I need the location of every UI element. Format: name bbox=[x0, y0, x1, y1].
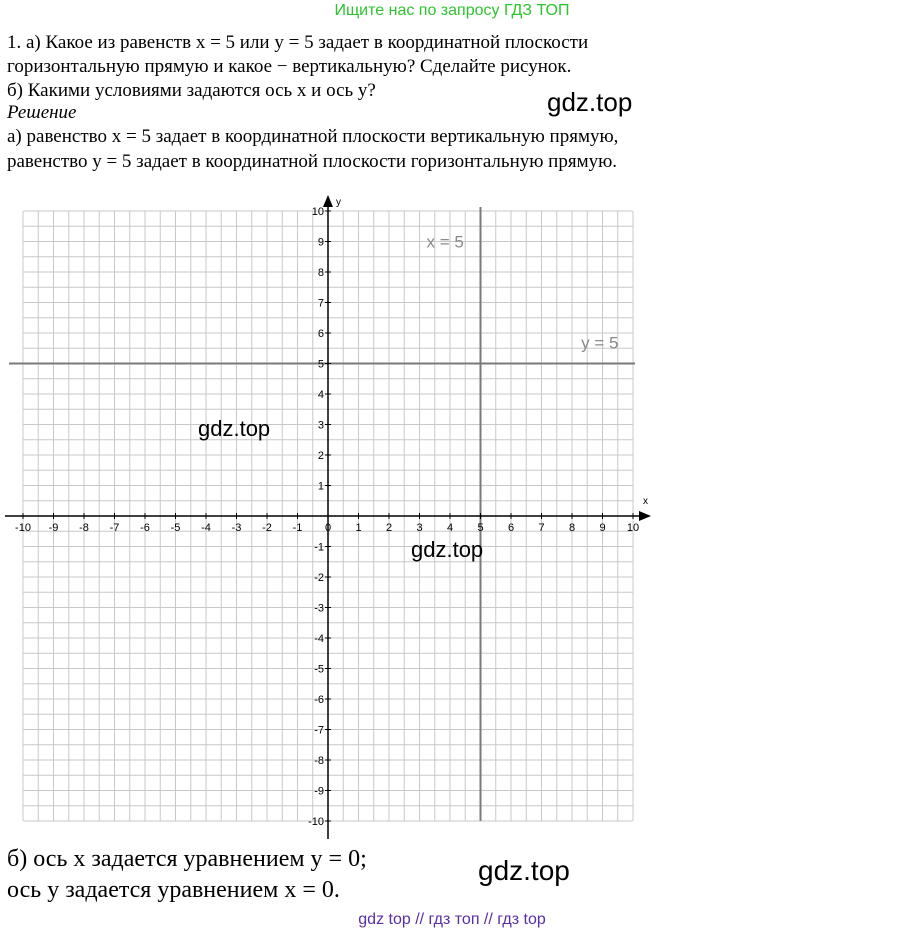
y-tick-label: -7 bbox=[314, 724, 324, 737]
x-tick-label: -7 bbox=[109, 522, 120, 534]
y-tick-label: 3 bbox=[317, 419, 324, 432]
y-tick-label: -5 bbox=[314, 663, 324, 676]
y-tick-label: 8 bbox=[317, 267, 324, 279]
x-axis-arrow bbox=[639, 511, 651, 521]
x-tick-label: -6 bbox=[140, 522, 150, 534]
watermark: gdz.top bbox=[411, 537, 484, 562]
y-tick-label: -6 bbox=[314, 694, 324, 706]
answer-b-line-2: ось y задается уравнением x = 0. bbox=[7, 877, 340, 903]
watermark: gdz.top bbox=[198, 416, 271, 441]
y-tick-label: 4 bbox=[317, 389, 324, 401]
coordinate-plane bbox=[0, 190, 670, 840]
solution-a-line-2: равенство y = 5 задает в координатной плоскости горизонтальную прямую. bbox=[7, 151, 618, 172]
line-label-x: x = 5 bbox=[426, 232, 464, 252]
x-tick-label: 10 bbox=[626, 522, 640, 534]
x-tick-label: -4 bbox=[201, 522, 211, 534]
y-tick-label: 2 bbox=[317, 450, 324, 462]
x-tick-label: 8 bbox=[568, 522, 576, 534]
y-axis-label: y bbox=[336, 197, 341, 208]
x-tick-label: -2 bbox=[262, 522, 272, 534]
solution-a-line-1: а) равенство x = 5 задает в координатной плоскости вертикальную прямую, bbox=[7, 126, 619, 147]
y-tick-label: -9 bbox=[314, 785, 324, 798]
x-tick-label: -1 bbox=[292, 522, 303, 534]
solution-title: Решение bbox=[7, 102, 77, 123]
x-tick-label: 5 bbox=[477, 522, 484, 534]
x-tick-label: -5 bbox=[170, 522, 181, 534]
task-line-1: 1. а) Какое из равенств x = 5 или y = 5 задает в координатной плоскости bbox=[7, 32, 589, 53]
search-banner: Ищите нас по запросу ГДЗ ТОП bbox=[334, 2, 570, 19]
x-tick-label: -9 bbox=[48, 522, 59, 534]
x-tick-label: 4 bbox=[446, 522, 454, 534]
footer-links: gdz top // гдз топ // гдз top bbox=[358, 911, 546, 928]
x-tick-label: -10 bbox=[15, 522, 31, 534]
watermark: gdz.top bbox=[478, 855, 570, 886]
y-tick-label: -8 bbox=[314, 755, 324, 767]
y-tick-label: 6 bbox=[317, 328, 324, 340]
x-tick-label: 3 bbox=[416, 522, 423, 534]
y-tick-label: -10 bbox=[308, 816, 324, 828]
watermark: gdz.top bbox=[547, 87, 633, 117]
y-tick-label: 5 bbox=[317, 358, 324, 371]
line-label-y: y = 5 bbox=[581, 333, 619, 353]
x-tick-label: 0 bbox=[324, 522, 332, 534]
answer-b-line-1: б) ось x задается уравнением y = 0; bbox=[7, 846, 367, 872]
y-tick-label: 10 bbox=[311, 206, 324, 218]
x-tick-label: 9 bbox=[599, 522, 606, 534]
x-axis-label: x bbox=[643, 496, 648, 507]
x-tick-label: 2 bbox=[385, 522, 393, 534]
y-tick-label: -4 bbox=[314, 633, 324, 645]
y-tick-label: -2 bbox=[314, 572, 324, 584]
x-tick-label: -3 bbox=[231, 522, 242, 534]
y-tick-label: -1 bbox=[314, 541, 324, 554]
y-axis-arrow bbox=[323, 195, 333, 207]
y-tick-label: -3 bbox=[314, 602, 324, 615]
x-tick-label: 7 bbox=[538, 522, 545, 534]
x-tick-label: -8 bbox=[79, 522, 89, 534]
task-line-3: б) Какими условиями задаются ось x и ось y? bbox=[7, 80, 376, 101]
y-tick-label: 7 bbox=[317, 297, 324, 310]
y-tick-label: 9 bbox=[317, 236, 324, 249]
task-line-2: горизонтальную прямую и какое − вертикальную? Сделайте рисунок. bbox=[7, 56, 572, 77]
y-tick-label: 1 bbox=[317, 480, 324, 493]
x-tick-label: 6 bbox=[507, 522, 515, 534]
x-tick-label: 1 bbox=[355, 522, 362, 534]
